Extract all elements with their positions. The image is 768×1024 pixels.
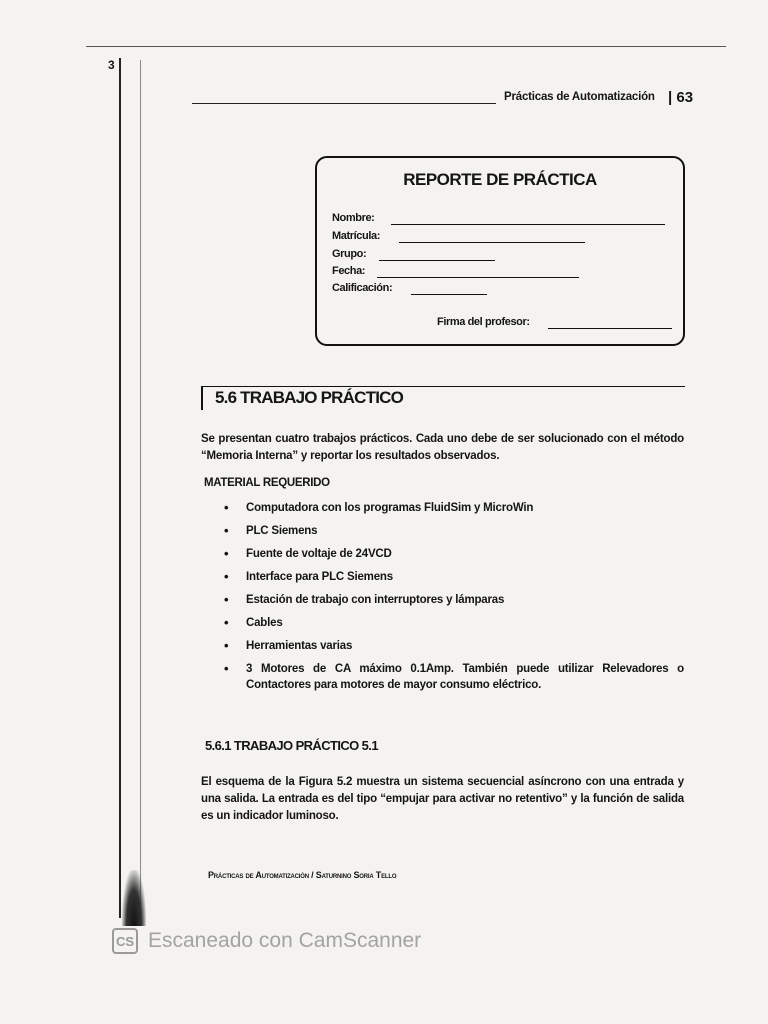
list-item: • PLC Siemens xyxy=(224,523,684,539)
field-label-matricula: Matrícula: xyxy=(332,230,380,242)
book-spine-shadow xyxy=(119,58,121,918)
list-item: • Interface para PLC Siemens xyxy=(224,569,684,585)
section-title: 5.6 TRABAJO PRÁCTICO xyxy=(215,388,404,407)
spine-mark: 3 xyxy=(108,58,115,72)
page-number-value: 63 xyxy=(676,89,694,106)
section-bar xyxy=(201,386,203,410)
signature-line xyxy=(548,328,672,329)
page-top-edge xyxy=(86,46,726,47)
subsection-text: El esquema de la Figura 5.2 muestra un sistema secuencial asíncrono con una entrada y una salida. La entrada es del tipo “empujar para activar no retentivo” y la función de salida es un indicador luminoso. xyxy=(201,776,684,822)
book-spine-edge xyxy=(140,60,141,910)
field-line-calificacion xyxy=(411,294,487,295)
list-item: • Fuente de voltaje de 24VCD xyxy=(224,546,684,562)
field-line-fecha xyxy=(377,277,579,278)
running-title: Prácticas de Automatización xyxy=(504,91,655,103)
list-item: • 3 Motores de CA máximo 0.1Amp. También puede utilizar Relevadores o Contactores para motores de mayor consumo eléctrico. xyxy=(224,661,684,693)
page-footer: Prácticas de Automatización / Saturnino Soria Tello xyxy=(208,870,397,880)
camscanner-logo-icon: CS xyxy=(112,928,138,954)
materials-heading: MATERIAL REQUERIDO xyxy=(204,477,330,489)
field-label-grupo: Grupo: xyxy=(332,248,367,260)
subsection-title: 5.6.1 TRABAJO PRÁCTICO 5.1 xyxy=(205,738,378,753)
book-spine-base xyxy=(122,870,146,926)
report-title: REPORTE DE PRÁCTICA xyxy=(403,170,597,189)
list-item: • Computadora con los programas FluidSim y MicroWin xyxy=(224,500,684,516)
camscanner-watermark: Escaneado con CamScanner xyxy=(148,929,422,952)
header-rule xyxy=(192,103,496,104)
field-line-matricula xyxy=(399,242,585,243)
field-label-nombre: Nombre: xyxy=(332,212,375,224)
list-item: • Estación de trabajo con interruptores y lámparas xyxy=(224,592,684,608)
report-box xyxy=(315,156,685,346)
field-line-nombre xyxy=(391,224,665,225)
field-label-calificacion: Calificación: xyxy=(332,282,393,294)
page-number: | 63 xyxy=(668,89,694,106)
signature-label: Firma del profesor: xyxy=(437,316,530,328)
section-rule xyxy=(201,386,685,387)
materials-list xyxy=(224,500,684,700)
list-item: • Herramientas varias xyxy=(224,638,684,654)
field-line-grupo xyxy=(379,260,495,261)
section-intro: Se presentan cuatro trabajos prácticos. Cada uno debe de ser solucionado con el método “Memoria Interna” y reportar los resultados observados. xyxy=(201,433,684,462)
field-label-fecha: Fecha: xyxy=(332,265,366,277)
list-item: • Cables xyxy=(224,615,684,631)
